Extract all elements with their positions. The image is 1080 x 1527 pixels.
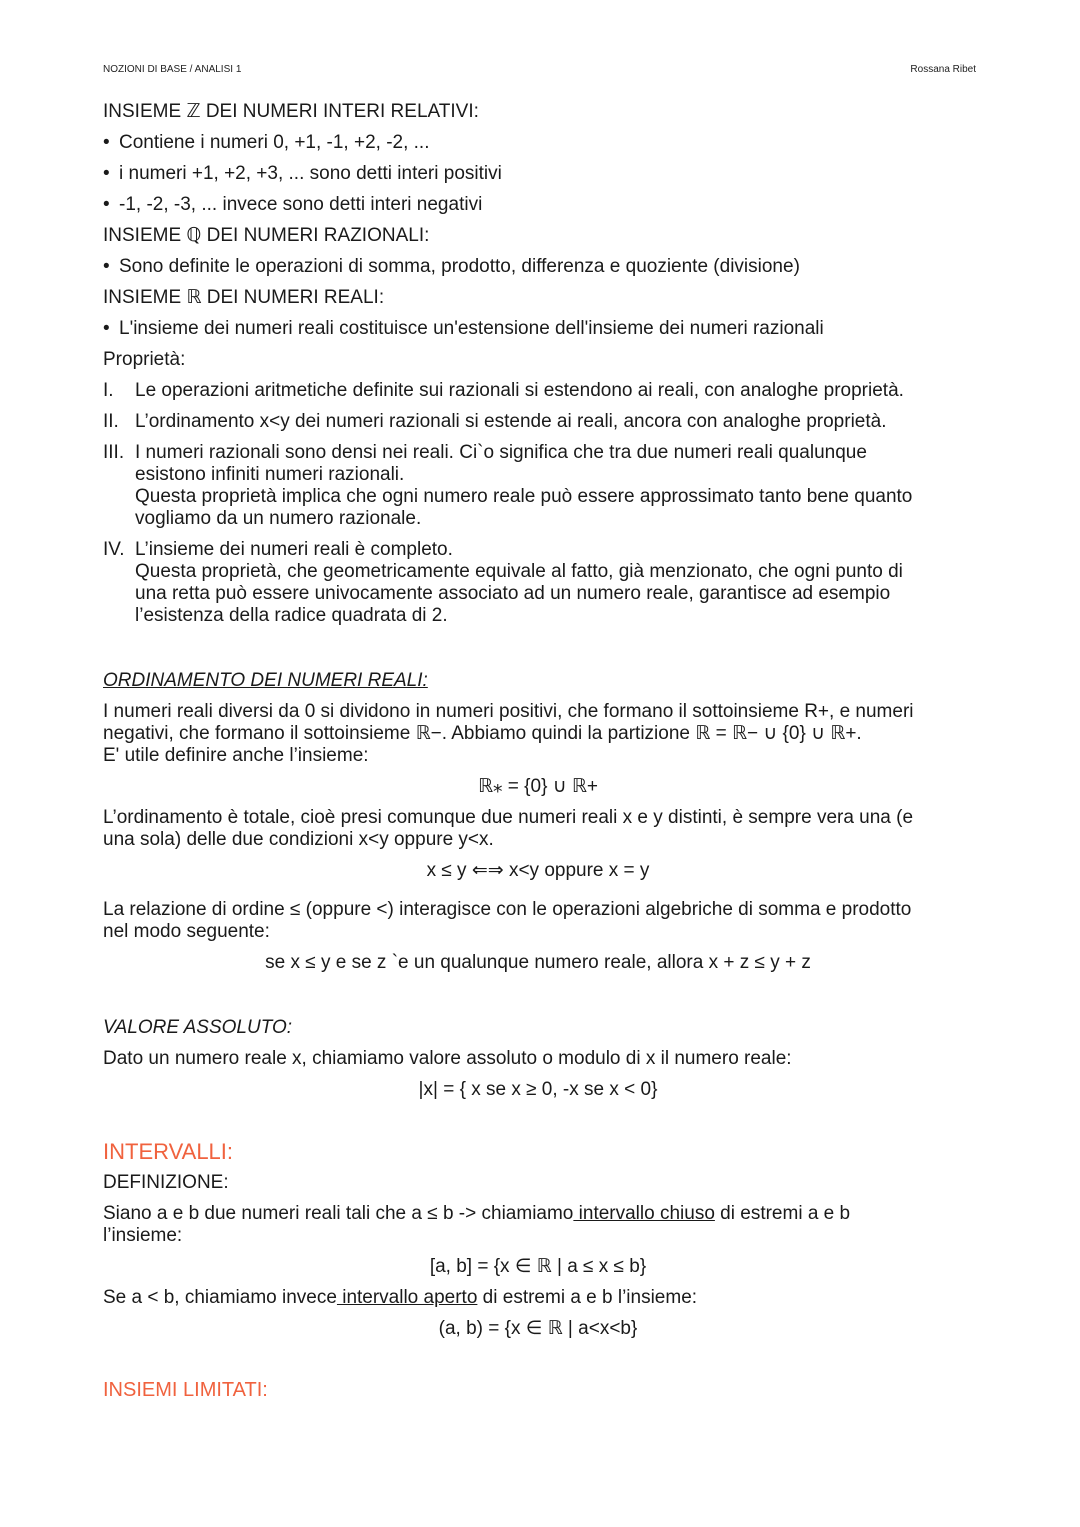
ord-paragraph-3: E' utile definire anche l’insieme: bbox=[103, 745, 369, 766]
property-4 bbox=[103, 539, 973, 627]
formula-closed-interval: [a, b] = {x ∈ ℝ | a ≤ x ≤ b} bbox=[429, 1256, 647, 1277]
formula-abs: |x| = { x se x ≥ 0, -x se x < 0} bbox=[418, 1079, 658, 1100]
int-paragraph-3 bbox=[103, 1287, 973, 1309]
int-p1-a: Siano a e b due numeri reali tali che a ≤ b -> chiamiamo bbox=[103, 1203, 574, 1224]
properties-label: Proprietà: bbox=[103, 349, 186, 370]
formula-r-star: ℝ⁎ = {0} ∪ ℝ+ bbox=[477, 776, 599, 797]
property-4-line-3: una retta può essere univocamente associato ad un numero reale, garantisce ad esempio bbox=[135, 583, 891, 604]
q-bullet-1: • Sono definite le operazioni di somma, prodotto, differenza e quoziente (divisione) bbox=[103, 256, 973, 278]
int-paragraph-1 bbox=[103, 1203, 973, 1225]
property-4-line-4: l’esistenza della radice quadrata di 2. bbox=[135, 605, 448, 626]
property-3-line-4: vogliamo da un numero razionale. bbox=[135, 508, 422, 529]
int-p1-b: di estremi a e b bbox=[714, 1203, 851, 1224]
property-3-line-3: Questa proprietà implica che ogni numero reale può essere approssimato tanto bene quanto bbox=[135, 486, 913, 507]
property-2 bbox=[103, 411, 973, 433]
ord-paragraph-4: L’ordinamento è totale, cioè presi comunque due numeri reali x e y distinti, è sempre vera una (e bbox=[103, 807, 914, 828]
intervalli-title: INTERVALLI: bbox=[103, 1139, 234, 1164]
formula-open-interval: (a, b) = {x ∈ ℝ | a<x<b} bbox=[438, 1318, 638, 1339]
property-4-number: IV. bbox=[103, 539, 125, 560]
r-bullet-1: • L'insieme dei numeri reali costituisce un'estensione dell'insieme dei numeri razionali bbox=[103, 318, 973, 340]
int-paragraph-2: l’insieme: bbox=[103, 1225, 183, 1246]
ord-paragraph-1: I numeri reali diversi da 0 si dividono in numeri positivi, che formano il sottoinsieme R+, e numeri bbox=[103, 701, 914, 722]
property-2-number: II. bbox=[103, 411, 119, 432]
q-title: INSIEME ℚ DEI NUMERI RAZIONALI: bbox=[103, 225, 430, 246]
z-bullet-3: • -1, -2, -3, ... invece sono detti interi negativi bbox=[103, 194, 973, 216]
property-1-text: Le operazioni aritmetiche definite sui razionali si estendono ai reali, con analoghe proprietà. bbox=[135, 380, 904, 401]
property-3-line-2: esistono infiniti numeri razionali. bbox=[135, 464, 405, 485]
r-title: INSIEME ℝ DEI NUMERI REALI: bbox=[103, 287, 385, 308]
property-3 bbox=[103, 442, 973, 530]
ord-paragraph-7: nel modo seguente: bbox=[103, 921, 270, 942]
z-bullet-2: • i numeri +1, +2, +3, ... sono detti interi positivi bbox=[103, 163, 973, 185]
ord-paragraph-2: negativi, che formano il sottoinsieme ℝ−. Abbiamo quindi la partizione ℝ = ℝ− ∪ {0} ∪ ℝ+. bbox=[103, 723, 862, 744]
property-4-line-1: L’insieme dei numeri reali è completo. bbox=[135, 539, 453, 560]
property-3-number: III. bbox=[103, 442, 125, 463]
insiemi-limitati-title: INSIEMI LIMITATI: bbox=[103, 1379, 268, 1401]
ord-paragraph-5: una sola) delle due condizioni x<y oppure y<x. bbox=[103, 829, 494, 850]
property-1 bbox=[103, 380, 973, 402]
valore-assoluto-title: VALORE ASSOLUTO: bbox=[103, 1017, 293, 1038]
header-left: NOZIONI DI BASE / ANALISI 1 bbox=[103, 64, 242, 75]
closed-interval-term: intervallo chiuso bbox=[573, 1203, 715, 1224]
property-4-line-2: Questa proprietà, che geometricamente equivale al fatto, già menzionato, che ogni punto di bbox=[135, 561, 903, 582]
ord-paragraph-6: La relazione di ordine ≤ (oppure <) interagisce con le operazioni algebriche di somma e prodotto bbox=[103, 899, 912, 920]
z-title: INSIEME ℤ DEI NUMERI INTERI RELATIVI: bbox=[103, 101, 479, 122]
property-3-line-1: I numeri razionali sono densi nei reali. Ci`o significa che tra due numeri reali qualunque bbox=[135, 442, 867, 463]
int-p3-a: Se a < b, chiamiamo invece bbox=[103, 1287, 337, 1308]
open-interval-term: intervallo aperto bbox=[336, 1287, 478, 1308]
definizione-label: DEFINIZIONE: bbox=[103, 1172, 229, 1193]
formula-leq: x ≤ y ⇐⇒ x<y oppure x = y bbox=[426, 860, 650, 881]
int-p3-b: di estremi a e b l’insieme: bbox=[477, 1287, 698, 1308]
abs-paragraph: Dato un numero reale x, chiamiamo valore assoluto o modulo di x il numero reale: bbox=[103, 1048, 792, 1069]
property-2-text: L’ordinamento x<y dei numeri razionali si estende ai reali, ancora con analoghe proprietà. bbox=[135, 411, 887, 432]
header-right: Rossana Ribet bbox=[910, 64, 976, 75]
ordinamento-title: ORDINAMENTO DEI NUMERI REALI: bbox=[103, 670, 428, 691]
formula-sum: se x ≤ y e se z `e un qualunque numero reale, allora x + z ≤ y + z bbox=[265, 952, 811, 973]
property-1-number: I. bbox=[103, 380, 114, 401]
z-bullet-1: • Contiene i numeri 0, +1, -1, +2, -2, ... bbox=[103, 132, 973, 154]
document-body bbox=[103, 101, 973, 1401]
